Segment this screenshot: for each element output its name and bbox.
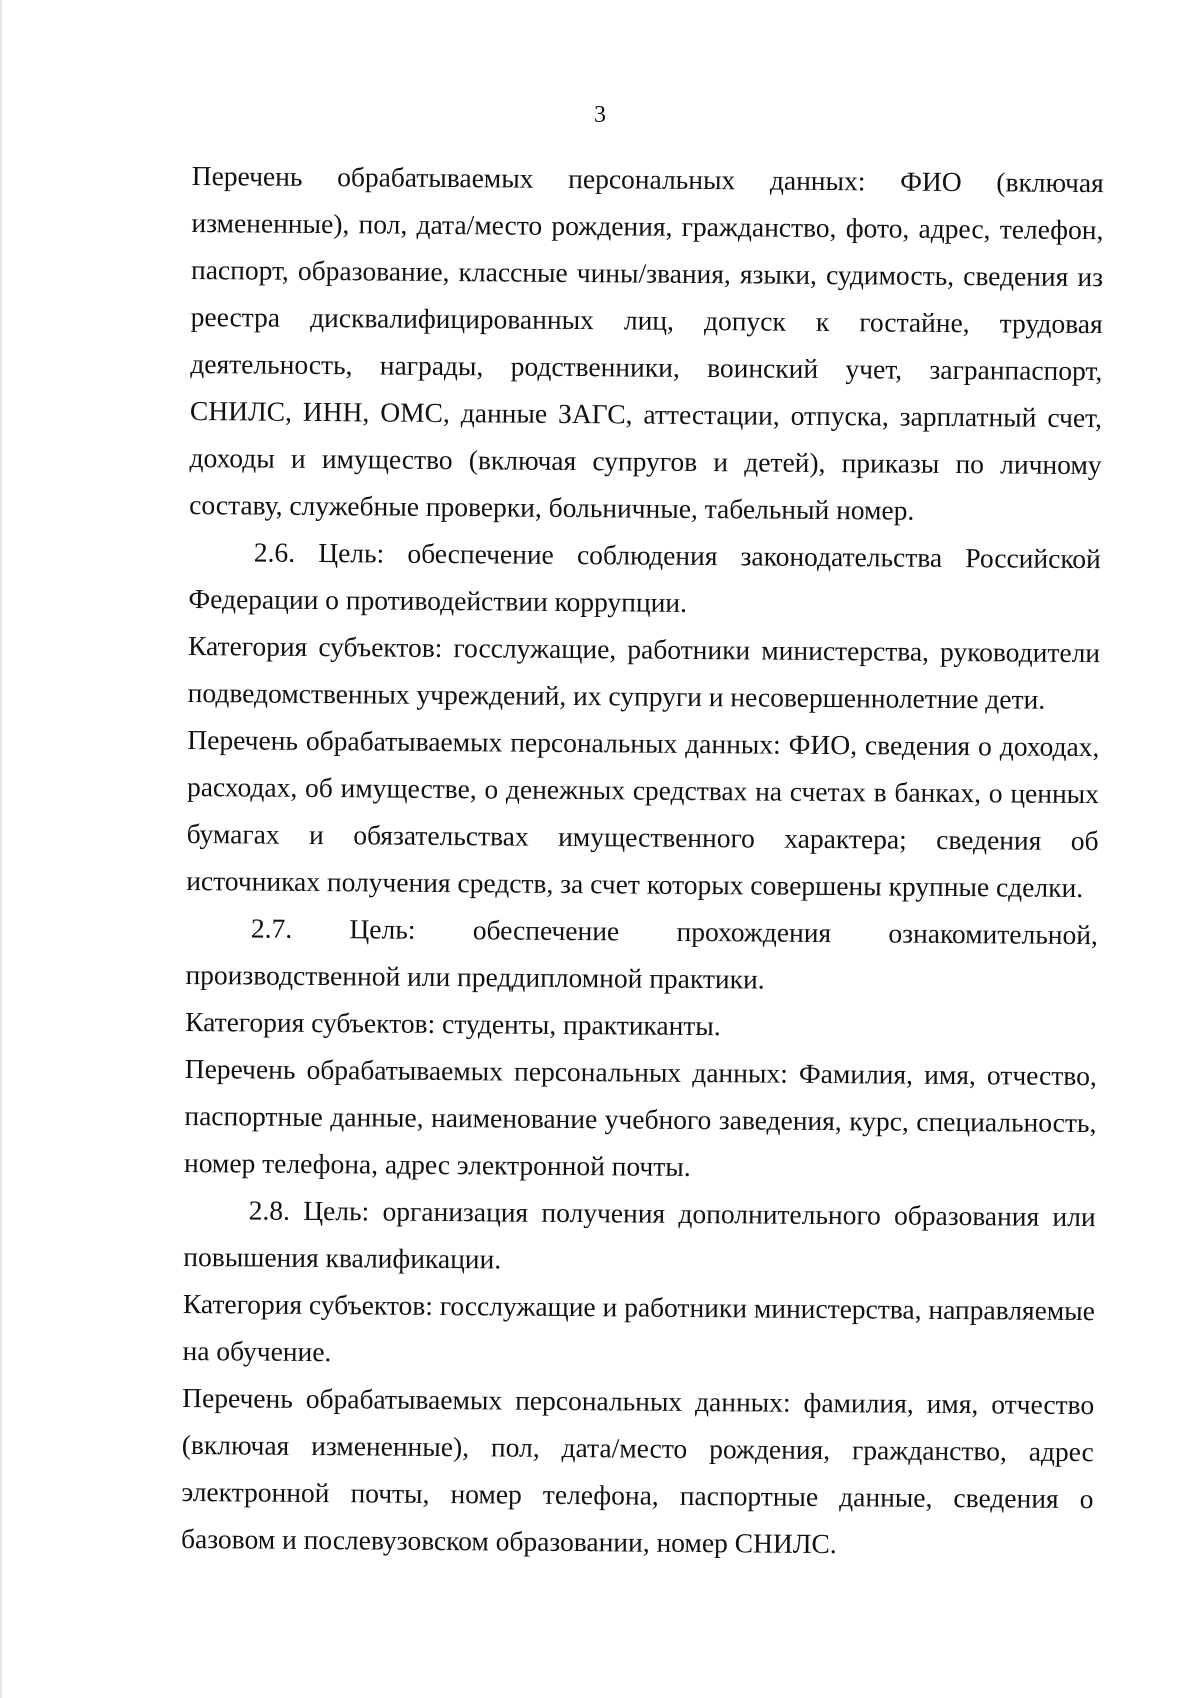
scan-edge — [0, 0, 2, 1698]
paragraph-subjects-2-7: Категория субъектов: студенты, практиканты. — [185, 1005, 721, 1042]
paragraph-list-2-7: Перечень обрабатываемых персональных данных: Фамилия, имя, отчество, паспортные данные, наименование учебного заведения, курс, специальность, номер телефона, адрес электронной почты. — [183, 1052, 1097, 1182]
paragraph-list-2-6: Перечень обрабатываемых персональных данных: ФИО, сведения о доходах, расходах, об имуществе, о денежных средствах на счетах в банках, о ценных бумагах и обязательствах имущественного характера; сведения об источниках получения средств, за счет которых совершены крупные сделки. — [186, 723, 1100, 904]
paragraph-goal-2-7: 2.7. Цель: обеспечение прохождения ознакомительной, производственной или преддипломной практики. — [185, 912, 1099, 995]
paragraph-list-2-8: Перечень обрабатываемых персональных данных: фамилия, имя, отчество (включая измененные), пол, дата/место рождения, гражданство, адрес электронной почты, номер телефона, паспортные данные, сведения о базовом и послевузовском образовании, номер СНИЛС. — [180, 1381, 1095, 1560]
paragraph-goal-2-8: 2.8. Цель: организация получения дополнительного образования или повышения квалификации. — [183, 1194, 1096, 1275]
page-number: 3 — [594, 102, 606, 128]
document-body — [181, 152, 1104, 1569]
paragraph-list-2-5: Перечень обрабатываемых персональных данных: ФИО (включая измененные), пол, дата/место рождения, гражданство, фото, адрес, телефон, паспорт, образование, классные чины/звания, языки, судимость, сведения из реестра дисквалифицированных лиц, допуск к гостайне, трудовая деятельность, награды, родственники, воинский учет, загранпаспорт, СНИЛС, ИНН, ОМС, данные ЗАГС, аттестации, отпуска, зарплатный счет, доходы и имущество (включая супругов и детей), приказы по личному составу, служебные проверки, больничные, табельный номер. — [189, 159, 1104, 526]
paragraph-subjects-2-6: Категория субъектов: госслужащие, работники министерства, руководители подведомственных учреждений, их супруги и несовершеннолетние дети. — [187, 629, 1101, 715]
paragraph-subjects-2-8: Категория субъектов: госслужащие и работники министерства, направляемые на обучение. — [182, 1287, 1096, 1368]
paragraph-goal-2-6: 2.6. Цель: обеспечение соблюдения законодательства Российской Федерации о противодействии коррупции. — [188, 536, 1101, 618]
